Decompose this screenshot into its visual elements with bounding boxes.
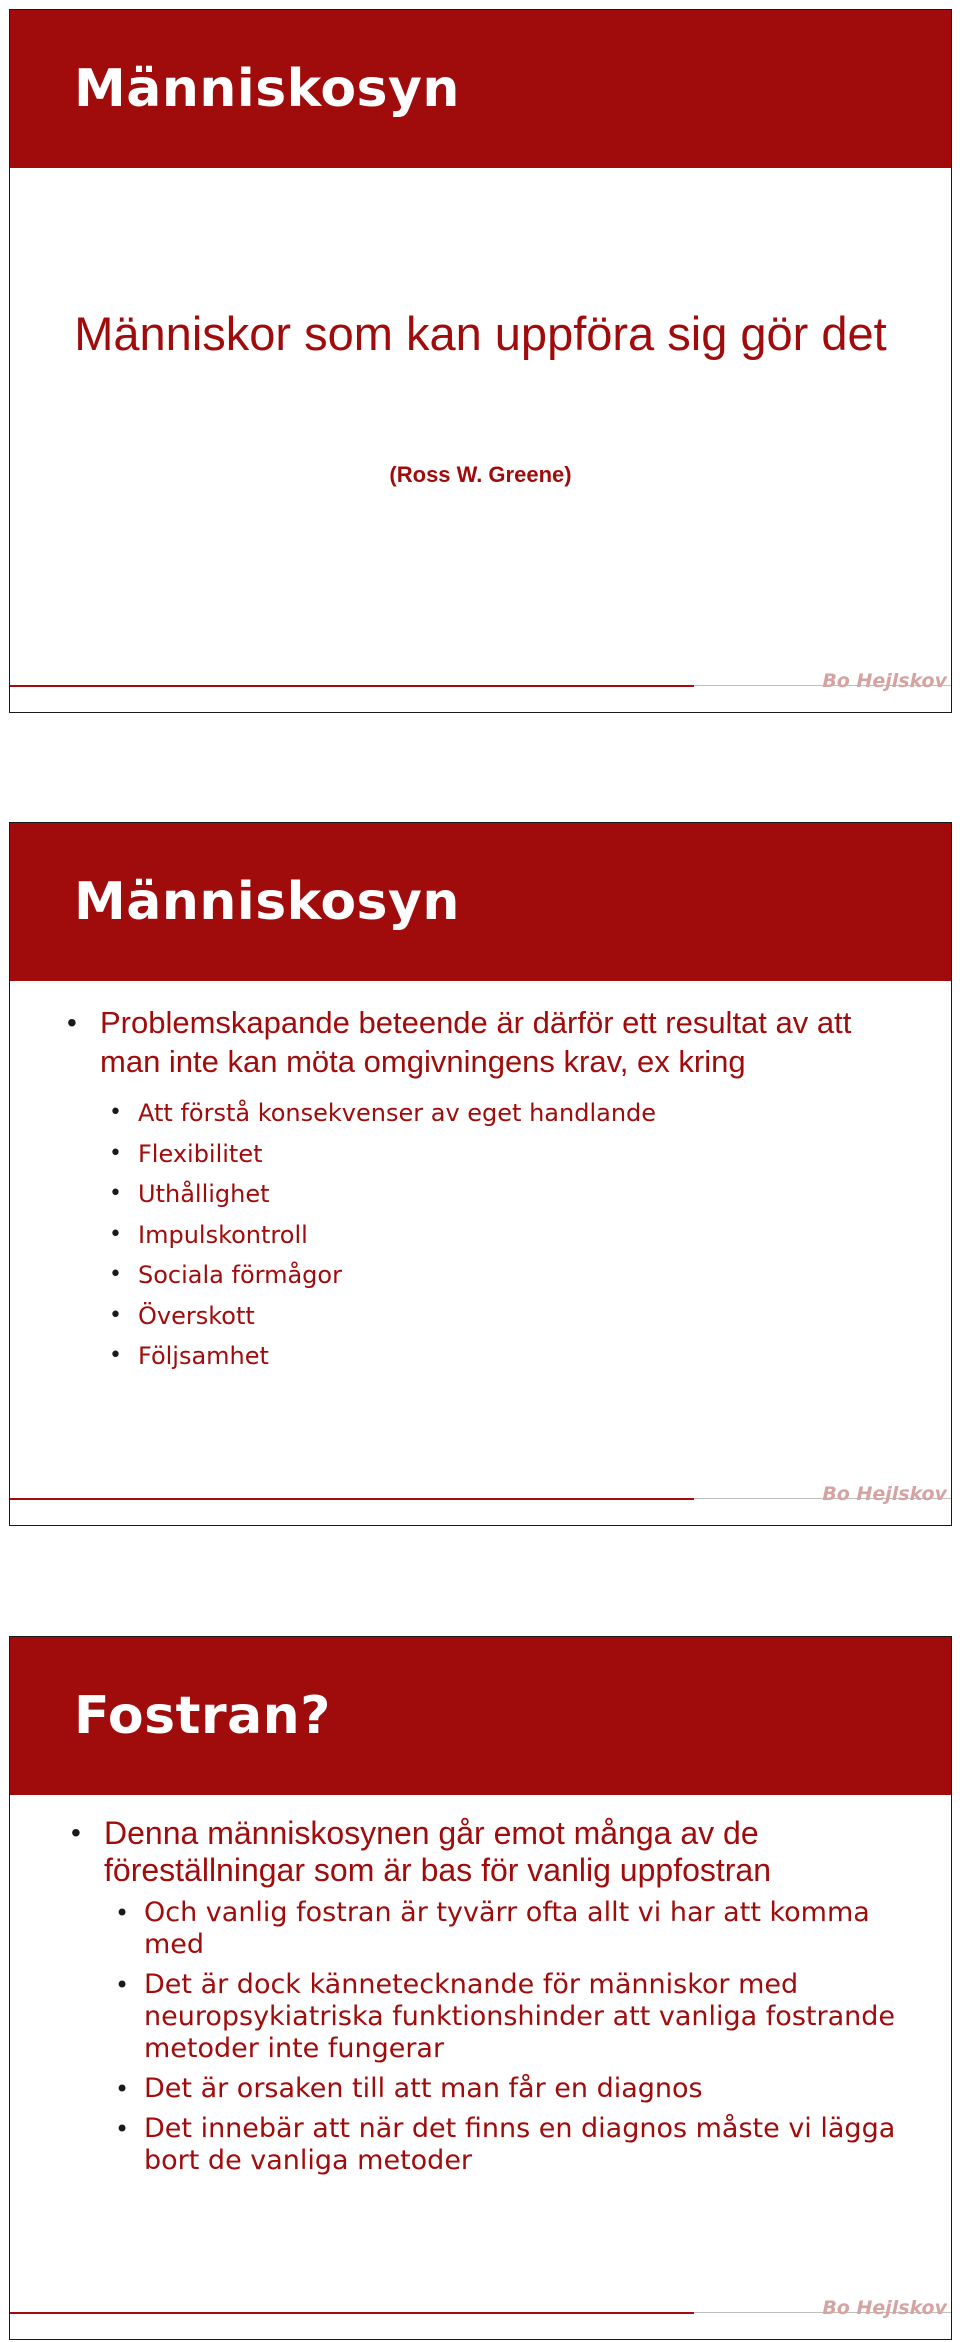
sub-bullet-item: • Och vanlig fostran är tyvärr ofta allt vi har att komma med (144, 1897, 911, 1961)
slide-title: Människosyn (74, 872, 460, 932)
title-banner (10, 10, 951, 168)
slide-body (104, 1815, 911, 2185)
footer-rule (10, 2312, 694, 2314)
slide-1 (9, 9, 952, 713)
sub-bullet-item: • Sociala förmågor (138, 1255, 911, 1296)
footer-author: Bo Hejlskov (822, 670, 947, 692)
footer-rule (10, 685, 694, 687)
slide-title: Fostran? (74, 1686, 331, 1746)
slide-body (100, 1003, 911, 1377)
sub-bullet-item: • Följsamhet (138, 1336, 911, 1377)
sub-bullet-item: • Flexibilitet (138, 1134, 911, 1175)
slide-3 (9, 1636, 952, 2340)
sub-bullet-item: • Uthållighet (138, 1174, 911, 1215)
footer-author: Bo Hejlskov (822, 1483, 947, 1505)
title-banner (10, 823, 951, 981)
bullet-item (100, 1003, 911, 1377)
bullet-item (104, 1815, 911, 2177)
bullet-text: Denna människosynen går emot många av de föreställningar som är bas för vanlig uppfostran (104, 1815, 772, 1888)
sub-bullet-item: • Det är orsaken till att man får en diagnos (144, 2073, 911, 2105)
sub-bullet-item: • Överskott (138, 1296, 911, 1337)
slide-2 (9, 822, 952, 1526)
slide-heading: Människor som kan uppföra sig gör det (74, 307, 887, 360)
title-banner (10, 1637, 951, 1795)
sub-bullet-item: • Impulskontroll (138, 1215, 911, 1256)
sub-bullet-item: • Att förstå konsekvenser av eget handlande (138, 1093, 911, 1134)
sub-bullet-item: • Det är dock kännetecknande för människor med neuropsykiatriska funktionshinder att vanliga fostrande metoder inte fungerar (144, 1969, 911, 2065)
sub-bullet-list (104, 1897, 911, 2177)
footer-author: Bo Hejlskov (822, 2297, 947, 2319)
sub-bullet-list (100, 1093, 911, 1377)
slide-subheading: (Ross W. Greene) (389, 462, 572, 487)
slide-title: Människosyn (74, 59, 460, 119)
bullet-text: Problemskapande beteende är därför ett resultat av att man inte kan möta omgivningens krav, ex kring (100, 1005, 852, 1079)
sub-bullet-item: • Det innebär att när det finns en diagnos måste vi lägga bort de vanliga metoder (144, 2113, 911, 2177)
footer-rule (10, 1498, 694, 1500)
